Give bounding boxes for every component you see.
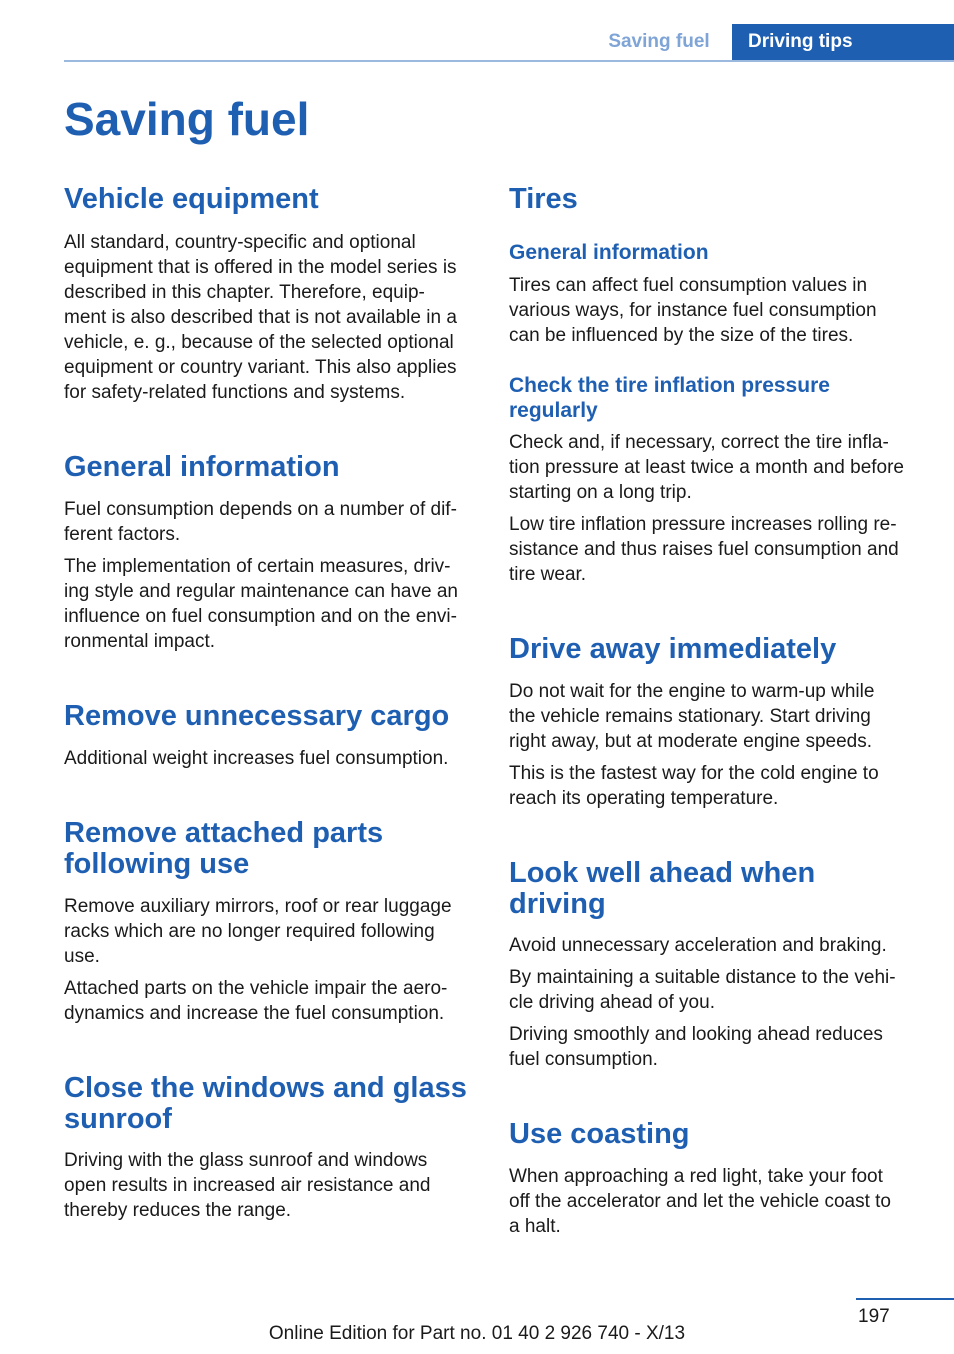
heading-close-windows: Close the windows and glass sunroof — [64, 1072, 467, 1135]
footer-edition: Online Edition for Part no. 01 40 2 926 740 - X/13 — [268, 1323, 686, 1344]
page-number: 197 — [858, 1306, 890, 1327]
header-rule — [64, 60, 954, 62]
general-information-text-2: The implementation of certain measures, driv- ing style and regular maintenance can have an influence on fuel consumption and on the envi- ronmental impact. — [64, 556, 458, 652]
page-title: Saving fuel — [64, 93, 310, 145]
page-number-rule — [856, 1298, 954, 1300]
subheading-tires-general: General information — [509, 241, 709, 264]
remove-parts-text-1: Remove auxiliary mirrors, roof or rear luggage racks which are no longer required following use. — [64, 896, 452, 967]
look-ahead-text-1: Avoid unnecessary acceleration and braking. — [509, 935, 887, 956]
remove-cargo-text: Additional weight increases fuel consumption. — [64, 748, 449, 769]
heading-remove-parts: Remove attached parts following use — [64, 817, 384, 880]
remove-parts-text-2: Attached parts on the vehicle impair the aero- dynamics and increase the fuel consumption. — [64, 978, 448, 1024]
heading-tires: Tires — [509, 183, 578, 215]
vehicle-equipment-text: All standard, country-specific and optional equipment that is offered in the model series is described in this chapter. Therefore, equip- ment is also described that is not available in a vehicle, e. g., because of the selected optional equipment or country variant. This also applies for safety-related functions and systems. — [64, 232, 457, 403]
use-coasting-text: When approaching a red light, take your foot off the accelerator and let the vehicle coast to a halt. — [509, 1166, 891, 1237]
heading-vehicle-equipment: Vehicle equipment — [64, 183, 319, 215]
subheading-tire-pressure: Check the tire inflation pressure regularly — [509, 374, 830, 422]
header-section-tab[interactable]: Saving fuel — [608, 31, 710, 52]
tire-pressure-text-1: Check and, if necessary, correct the tire infla- tion pressure at least twice a month and before starting on a long trip. — [509, 432, 905, 503]
heading-look-ahead: Look well ahead when driving — [509, 857, 816, 920]
tires-general-text: Tires can affect fuel consumption values in various ways, for instance fuel consumption can be influenced by the size of the tires. — [509, 275, 877, 346]
close-windows-text: Driving with the glass sunroof and windows open results in increased air resistance and thereby reduces the range. — [64, 1150, 431, 1221]
heading-remove-cargo: Remove unnecessary cargo — [64, 700, 450, 732]
look-ahead-text-2: By maintaining a suitable distance to the vehi- cle driving ahead of you. — [509, 967, 896, 1013]
drive-away-text-1: Do not wait for the engine to warm-up while the vehicle remains stationary. Start driving right away, but at moderate engine speeds. — [509, 681, 875, 752]
heading-use-coasting: Use coasting — [509, 1118, 690, 1150]
tire-pressure-text-2: Low tire inflation pressure increases rolling re- sistance and thus raises fuel consumption and tire wear. — [509, 514, 899, 585]
look-ahead-text-3: Driving smoothly and looking ahead reduces fuel consumption. — [509, 1024, 883, 1070]
header-chapter-tab[interactable]: Driving tips — [732, 24, 954, 62]
drive-away-text-2: This is the fastest way for the cold engine to reach its operating temperature. — [509, 763, 879, 809]
heading-drive-away: Drive away immediately — [509, 633, 837, 665]
general-information-text-1: Fuel consumption depends on a number of dif- ferent factors. — [64, 499, 457, 545]
heading-general-information: General information — [64, 451, 340, 483]
